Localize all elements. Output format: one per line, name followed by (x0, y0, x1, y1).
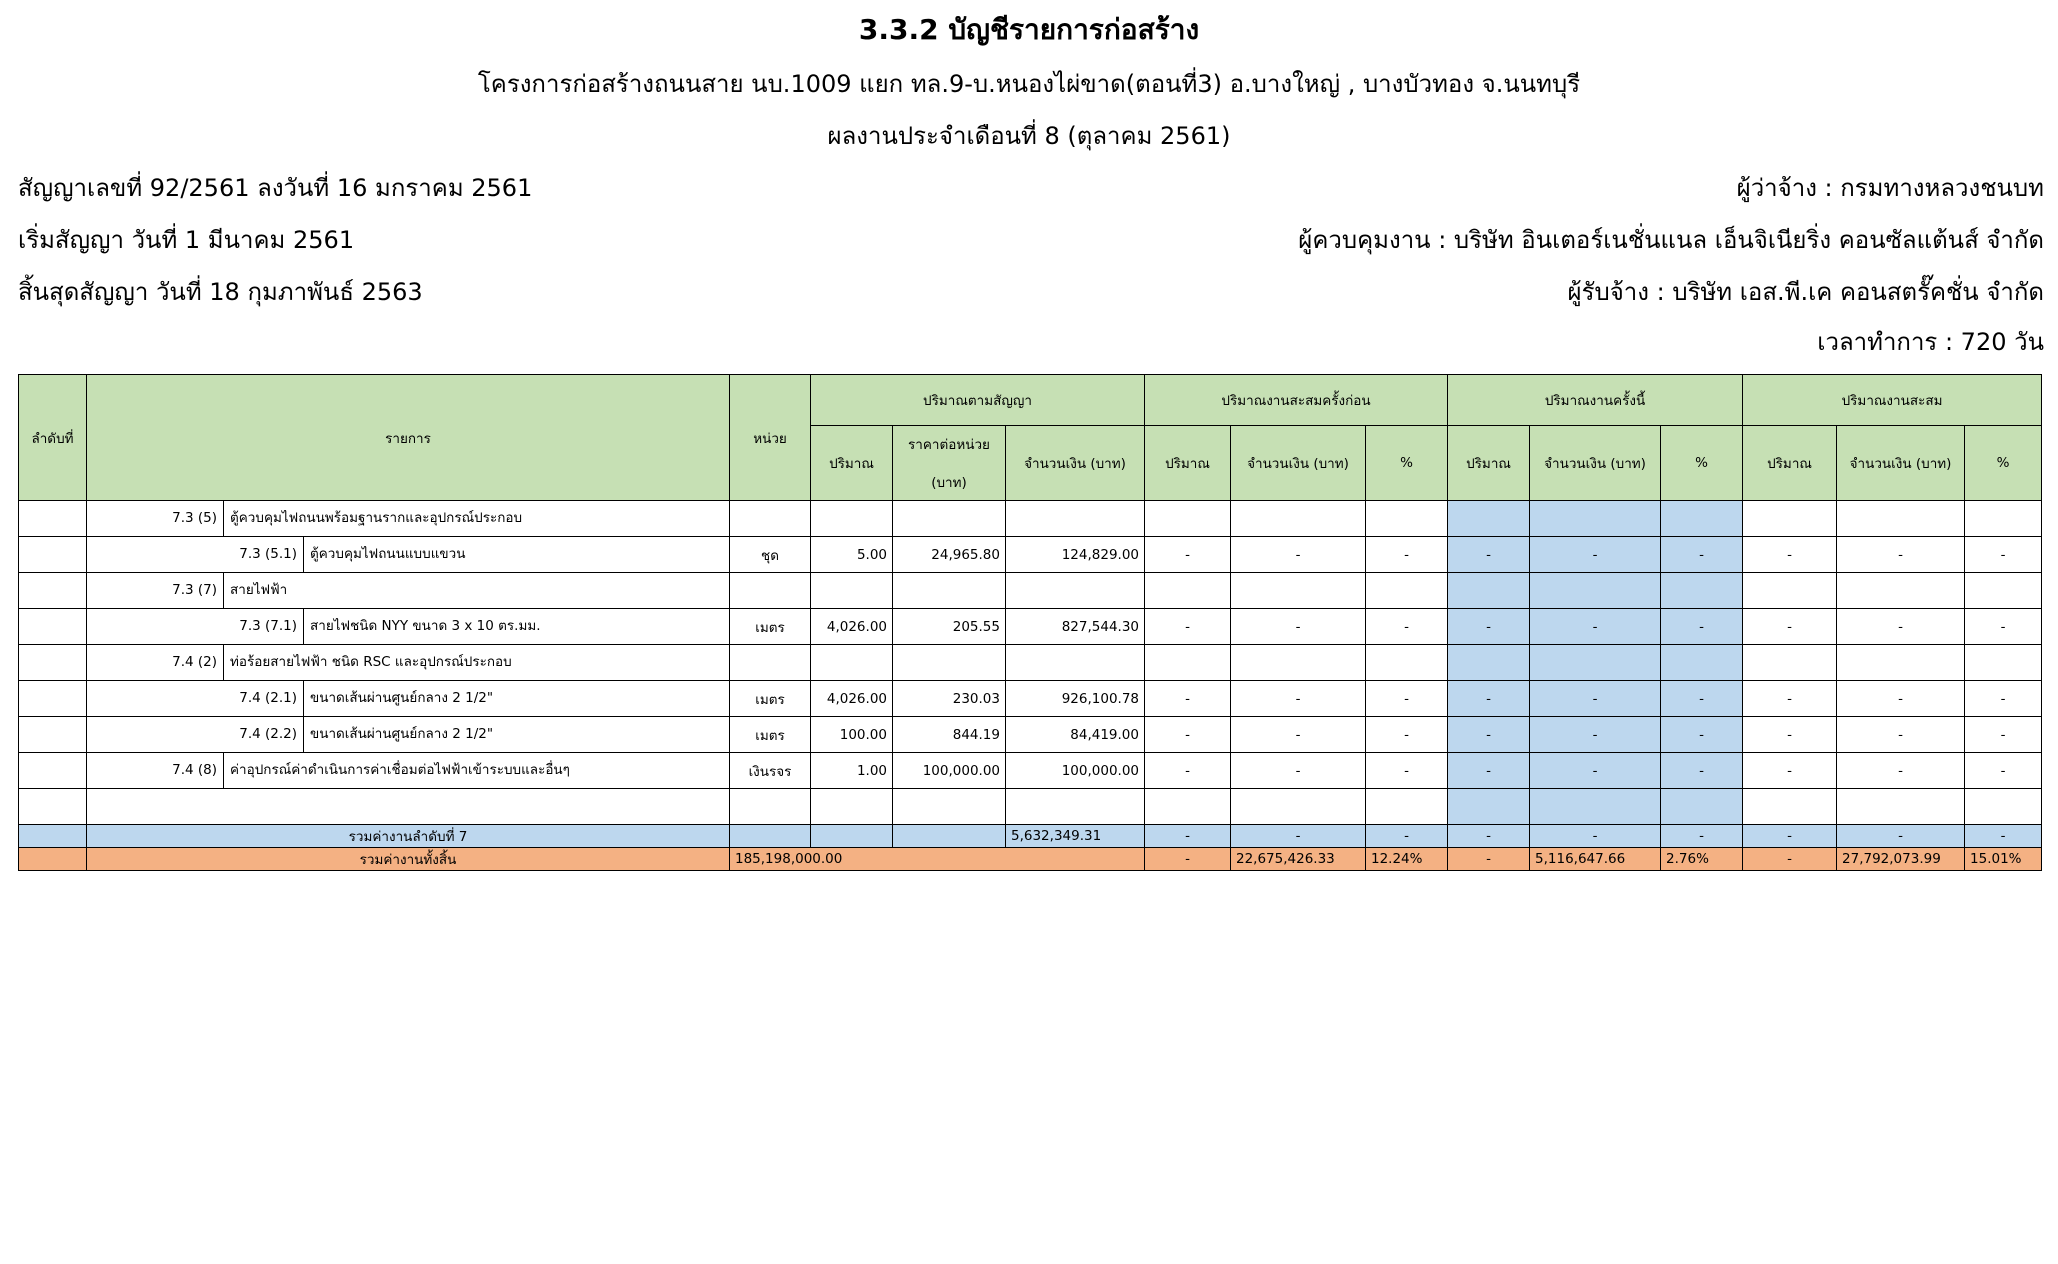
row-no-cell (19, 609, 87, 645)
row-unit: เมตร (730, 717, 811, 753)
item-description: ตู้ควบคุมไฟถนนแบบแขวน (310, 546, 466, 562)
contractor: ผู้รับจ้าง : บริษัท เอส.พี.เค คอนสตรั๊คชั่น จำกัด (1567, 278, 2044, 306)
dash-cell (1965, 501, 2042, 537)
subtotal-price-cell (893, 825, 1006, 848)
row-amount: 100,000.00 (1006, 753, 1145, 789)
row-no-cell (19, 717, 87, 753)
row-amount: 926,100.78 (1006, 681, 1145, 717)
contract-number: สัญญาเลขที่ 92/2561 ลงวันที่ 16 มกราคม 2561 (18, 174, 533, 202)
dash-cell: - (1965, 825, 2042, 848)
header-group-previous: ปริมาณงานสะสมครั้งก่อน (1145, 375, 1448, 426)
item-code: 7.3 (5.1) (92, 537, 304, 572)
row-unit-price: 844.19 (893, 717, 1006, 753)
dash-cell: - (1530, 681, 1661, 717)
page-title: 3.3.2 บัญชีรายการก่อสร้าง (858, 13, 1200, 46)
dash-cell (1530, 789, 1661, 825)
dash-cell: - (1448, 609, 1530, 645)
row-no-cell (19, 789, 87, 825)
header-group-cumulative: ปริมาณงานสะสม (1743, 375, 2042, 426)
header-percent: % (1366, 426, 1448, 501)
dash-cell: - (1837, 825, 1965, 848)
dash-cell: - (1366, 753, 1448, 789)
table-row (19, 717, 2042, 753)
dash-cell: - (1743, 681, 1837, 717)
header-qty: ปริมาณ (1743, 426, 1837, 501)
dash-cell (1837, 789, 1965, 825)
dash-cell: - (1837, 537, 1965, 573)
row-amount (1006, 645, 1145, 681)
row-amount: 124,829.00 (1006, 537, 1145, 573)
row-qty: 1.00 (811, 753, 893, 789)
header-unit-price-sub: (บาท) (931, 475, 967, 491)
dash-cell (1145, 789, 1231, 825)
dash-cell (1837, 573, 1965, 609)
dash-cell: - (1448, 825, 1530, 848)
contract-end: สิ้นสุดสัญญา วันที่ 18 กุมภาพันธ์ 2563 (18, 278, 423, 306)
row-unit-price (893, 501, 1006, 537)
row-amount: 827,544.30 (1006, 609, 1145, 645)
dash-cell: - (1965, 753, 2042, 789)
item-description: ขนาดเส้นผ่านศูนย์กลาง 2 1/2" (310, 726, 494, 742)
header-amount: จำนวนเงิน (บาท) (1530, 426, 1661, 501)
item-code: 7.4 (2) (92, 645, 224, 680)
header-qty: ปริมาณ (1448, 426, 1530, 501)
dash-cell: - (1231, 609, 1366, 645)
dash-cell: - (1366, 825, 1448, 848)
row-item-cell (87, 573, 730, 609)
boq-body (19, 501, 2042, 825)
dash-cell: - (1743, 609, 1837, 645)
row-item-cell (87, 681, 730, 717)
row-no-cell (19, 645, 87, 681)
row-qty: 100.00 (811, 717, 893, 753)
dash-cell: - (1366, 681, 1448, 717)
row-qty: 4,026.00 (811, 609, 893, 645)
dash-cell: - (1743, 848, 1837, 871)
row-qty (811, 573, 893, 609)
dash-cell (1661, 501, 1743, 537)
dash-cell: - (1145, 753, 1231, 789)
row-unit: เงินรจร (730, 753, 811, 789)
dash-cell: - (1965, 609, 2042, 645)
dash-cell: - (1530, 753, 1661, 789)
boq-table (18, 374, 2042, 871)
row-amount: 84,419.00 (1006, 717, 1145, 753)
header-amount: จำนวนเงิน (บาท) (1006, 426, 1145, 501)
row-amount (1006, 501, 1145, 537)
dash-cell: - (1661, 825, 1743, 848)
row-no-cell (19, 681, 87, 717)
row-unit (730, 645, 811, 681)
dash-cell: - (1743, 537, 1837, 573)
header-unit-price-label: ราคาต่อหน่วย (908, 437, 990, 453)
dash-cell (1743, 645, 1837, 681)
dash-cell (1530, 573, 1661, 609)
row-amount (1006, 789, 1145, 825)
item-description: ค่าอุปกรณ์ค่าดำเนินการค่าเชื่อมต่อไฟฟ้าเข้าระบบและอื่นๆ (230, 762, 570, 778)
item-code: 7.4 (8) (92, 753, 224, 788)
dash-cell (1231, 573, 1366, 609)
row-item-cell (87, 501, 730, 537)
dash-cell: - (1448, 848, 1530, 871)
row-qty: 5.00 (811, 537, 893, 573)
subtotal-label: รวมค่างานลำดับที่ 7 (87, 825, 730, 848)
item-code: 7.3 (5) (92, 501, 224, 536)
row-unit (730, 573, 811, 609)
row-no-cell (19, 537, 87, 573)
dash-cell (1231, 645, 1366, 681)
row-qty (811, 645, 893, 681)
row-item-cell (87, 609, 730, 645)
item-description: สายไฟชนิด NYY ขนาด 3 x 10 ตร.มม. (310, 618, 541, 634)
dash-cell (1530, 645, 1661, 681)
total-row (19, 848, 2042, 871)
table-row (19, 789, 2042, 825)
dash-cell: - (1231, 753, 1366, 789)
header-qty: ปริมาณ (811, 426, 893, 501)
report-period: ผลงานประจำเดือนที่ 8 (ตุลาคม 2561) (827, 122, 1231, 150)
header-percent: % (1965, 426, 2042, 501)
dash-cell (1366, 573, 1448, 609)
dash-cell: - (1145, 848, 1231, 871)
total-prev-pct: 12.24% (1366, 848, 1448, 871)
dash-cell: - (1837, 609, 1965, 645)
dash-cell: - (1145, 717, 1231, 753)
dash-cell: - (1448, 717, 1530, 753)
row-unit (730, 501, 811, 537)
row-unit-price: 24,965.80 (893, 537, 1006, 573)
item-code: 7.3 (7) (92, 573, 224, 608)
dash-cell (1530, 501, 1661, 537)
row-item-cell (87, 537, 730, 573)
table-row (19, 573, 2042, 609)
item-description: ตู้ควบคุมไฟถนนพร้อมฐานรากและอุปกรณ์ประกอบ (230, 510, 523, 526)
dash-cell: - (1448, 681, 1530, 717)
dash-cell: - (1837, 681, 1965, 717)
dash-cell: - (1231, 681, 1366, 717)
dash-cell (1448, 501, 1530, 537)
total-curr-pct: 2.76% (1661, 848, 1743, 871)
header-group-contract: ปริมาณตามสัญญา (811, 375, 1145, 426)
row-unit-price (893, 645, 1006, 681)
dash-cell: - (1743, 717, 1837, 753)
header-unit-price (893, 426, 1006, 501)
total-curr-amount: 5,116,647.66 (1530, 848, 1661, 871)
total-contract-amount: 185,198,000.00 (730, 848, 1145, 871)
table-row (19, 537, 2042, 573)
row-no-cell (19, 573, 87, 609)
row-item-cell (87, 789, 730, 825)
dash-cell (1145, 501, 1231, 537)
table-row (19, 609, 2042, 645)
item-code: 7.4 (2.1) (92, 681, 304, 716)
dash-cell: - (1965, 681, 2042, 717)
row-item-cell (87, 753, 730, 789)
dash-cell (1366, 501, 1448, 537)
dash-cell: - (1231, 825, 1366, 848)
dash-cell (1661, 645, 1743, 681)
header-amount: จำนวนเงิน (บาท) (1837, 426, 1965, 501)
dash-cell: - (1661, 753, 1743, 789)
row-qty (811, 501, 893, 537)
row-qty: 4,026.00 (811, 681, 893, 717)
dash-cell (1448, 789, 1530, 825)
dash-cell: - (1231, 537, 1366, 573)
row-no-cell (19, 753, 87, 789)
dash-cell (1965, 645, 2042, 681)
dash-cell (1448, 573, 1530, 609)
header-qty: ปริมาณ (1145, 426, 1231, 501)
subtotal-no-cell (19, 825, 87, 848)
dash-cell: - (1530, 717, 1661, 753)
subtotal-qty-cell (811, 825, 893, 848)
dash-cell: - (1530, 609, 1661, 645)
dash-cell: - (1145, 609, 1231, 645)
dash-cell (1231, 501, 1366, 537)
row-unit: เมตร (730, 681, 811, 717)
dash-cell (1448, 645, 1530, 681)
dash-cell (1231, 789, 1366, 825)
subtotal-unit-cell (730, 825, 811, 848)
dash-cell: - (1366, 609, 1448, 645)
header-percent: % (1661, 426, 1743, 501)
table-row (19, 645, 2042, 681)
dash-cell: - (1448, 537, 1530, 573)
dash-cell (1743, 501, 1837, 537)
row-unit (730, 789, 811, 825)
table-row (19, 753, 2042, 789)
supervisor: ผู้ควบคุมงาน : บริษัท อินเตอร์เนชั่นแนล เอ็นจิเนียริ่ง คอนซัลแต้นส์ จำกัด (1298, 226, 2044, 254)
dash-cell: - (1530, 825, 1661, 848)
total-cum-pct: 15.01% (1965, 848, 2042, 871)
dash-cell: - (1837, 753, 1965, 789)
dash-cell (1837, 501, 1965, 537)
row-item-cell (87, 645, 730, 681)
item-code: 7.3 (7.1) (92, 609, 304, 644)
total-cum-amount: 27,792,073.99 (1837, 848, 1965, 871)
dash-cell (1366, 789, 1448, 825)
dash-cell: - (1448, 753, 1530, 789)
subtotal-amount: 5,632,349.31 (1006, 825, 1145, 848)
dash-cell: - (1837, 717, 1965, 753)
subtotal-row (19, 825, 2042, 848)
row-unit-price (893, 789, 1006, 825)
row-qty (811, 789, 893, 825)
dash-cell: - (1661, 537, 1743, 573)
table-row (19, 681, 2042, 717)
header-group-current: ปริมาณงานครั้งนี้ (1448, 375, 1743, 426)
row-unit: เมตร (730, 609, 811, 645)
total-label: รวมค่างานทั้งสิ้น (87, 848, 730, 871)
dash-cell: - (1366, 537, 1448, 573)
dash-cell (1145, 573, 1231, 609)
item-code: 7.4 (2.2) (92, 717, 304, 752)
item-description: สายไฟฟ้า (230, 582, 288, 598)
dash-cell (1145, 645, 1231, 681)
dash-cell: - (1145, 681, 1231, 717)
total-prev-amount: 22,675,426.33 (1231, 848, 1366, 871)
dash-cell (1837, 645, 1965, 681)
dash-cell: - (1145, 825, 1231, 848)
dash-cell (1661, 789, 1743, 825)
dash-cell: - (1145, 537, 1231, 573)
total-no-cell (19, 848, 87, 871)
project-name: โครงการก่อสร้างถนนสาย นบ.1009 แยก ทล.9-บ.หนองไผ่ขาด(ตอนที่3) อ.บางใหญ่ , บางบัวทอง จ.นนทบุรี (477, 70, 1581, 98)
dash-cell: - (1743, 753, 1837, 789)
header-item: รายการ (87, 375, 730, 501)
row-unit-price: 230.03 (893, 681, 1006, 717)
dash-cell: - (1366, 717, 1448, 753)
row-item-cell (87, 717, 730, 753)
work-duration: เวลาทำการ : 720 วัน (1817, 328, 2044, 356)
dash-cell: - (1661, 609, 1743, 645)
item-description: ท่อร้อยสายไฟฟ้า ชนิด RSC และอุปกรณ์ประกอบ (230, 654, 512, 670)
dash-cell (1743, 573, 1837, 609)
contract-start: เริ่มสัญญา วันที่ 1 มีนาคม 2561 (18, 226, 355, 254)
row-no-cell (19, 501, 87, 537)
item-description: ขนาดเส้นผ่านศูนย์กลาง 2 1/2" (310, 690, 494, 706)
row-unit-price: 100,000.00 (893, 753, 1006, 789)
dash-cell: - (1965, 537, 2042, 573)
dash-cell: - (1661, 681, 1743, 717)
dash-cell (1366, 645, 1448, 681)
dash-cell (1965, 789, 2042, 825)
header-unit: หน่วย (730, 375, 811, 501)
table-row (19, 501, 2042, 537)
dash-cell (1965, 573, 2042, 609)
row-unit-price: 205.55 (893, 609, 1006, 645)
dash-cell: - (1743, 825, 1837, 848)
header-no: ลำดับที่ (19, 375, 87, 501)
dash-cell: - (1661, 717, 1743, 753)
row-amount (1006, 573, 1145, 609)
dash-cell: - (1231, 717, 1366, 753)
employer: ผู้ว่าจ้าง : กรมทางหลวงชนบท (1736, 174, 2044, 202)
row-unit-price (893, 573, 1006, 609)
row-unit: ชุด (730, 537, 811, 573)
dash-cell: - (1965, 717, 2042, 753)
dash-cell (1743, 789, 1837, 825)
dash-cell: - (1530, 537, 1661, 573)
header-amount: จำนวนเงิน (บาท) (1231, 426, 1366, 501)
dash-cell (1661, 573, 1743, 609)
